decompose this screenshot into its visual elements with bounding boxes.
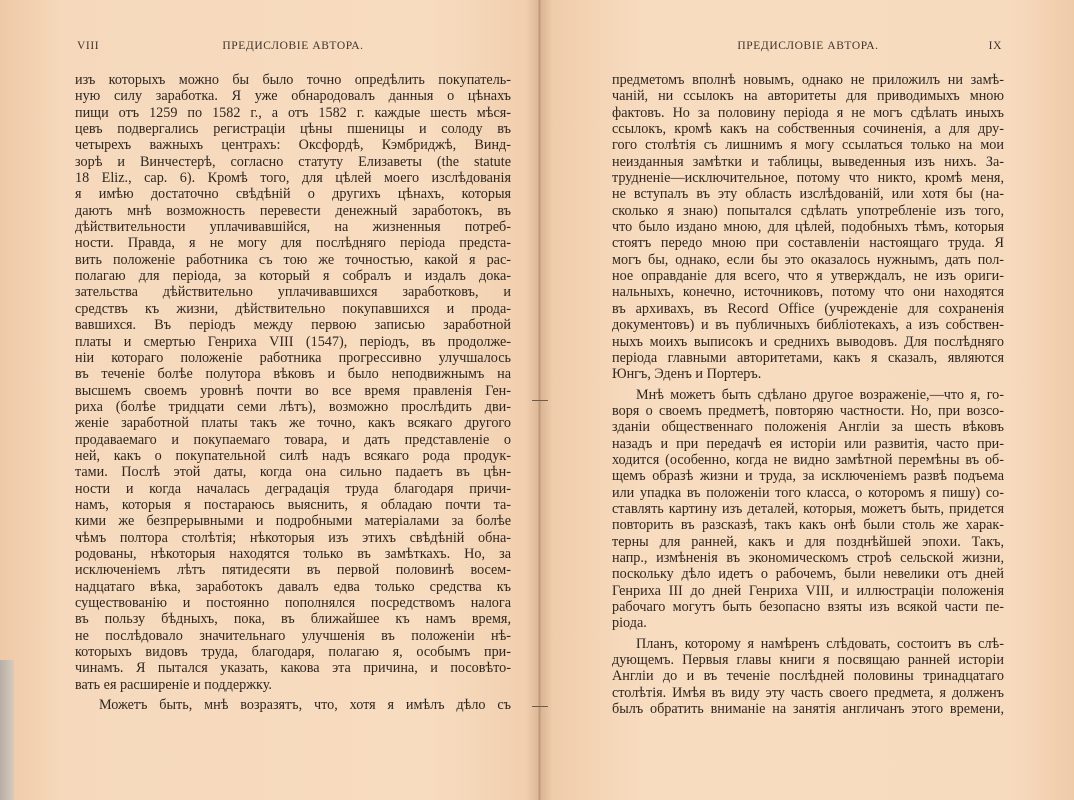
text-line: средствъ къ жизни, дѣйствительно покупавшихся и прода- [75,300,511,317]
binding-stitch [532,706,548,707]
text-line: цевъ подвергались регистраціи цѣны пшеницы и солоду въ [75,121,511,138]
running-header [75,40,511,62]
text-line: чаній, ни ссылокъ на авторитеты для приводимыхъ мною [612,88,1004,105]
text-line: сколько я знаю) попытался сдѣлать употребленіе изъ того, [612,202,1004,219]
text-line: Мнѣ можетъ быть сдѣлано другое возраженіе,—что я, го- [636,386,1004,403]
text-line: поскольку дѣло идетъ о рабочемъ, были невелики отъ дней [612,566,1004,583]
text-line: которыхъ видовъ труда, благодаря, полагаю я, особымъ при- [75,644,511,661]
text-line: ріода. [612,615,647,632]
text-line: пищи отъ 1259 по 1582 г., а отъ 1582 г. каждые шесть мѣся- [75,104,511,121]
text-line: въ теченіе болѣе полутора вѣковъ и было неподвижнымъ на [75,366,511,383]
text-line: въ архивахъ, въ Record Office (учрежденіе для сохраненія [612,300,1004,317]
text-line: дующемъ. Первыя главы книги я посвящаю ранней исторіи [612,652,1004,669]
text-line: ніи котораго положеніе работника прогрессивно улучшалось [75,349,511,366]
text-line: продаваемаго и покупаемаго товара, и дать представленіе о [75,431,511,448]
text-line: могъ бы, однако, если бы это оказалось нужнымъ, дать пол- [612,251,1004,268]
text-line: фактовъ. Но за половину періода я не могъ сдѣлать иныхъ [612,104,1004,121]
text-line: неизданныя замѣтки и таблицы, выведенныя изъ нихъ. За- [612,153,1004,170]
page-number: VIII [77,40,100,52]
text-line: надцатаго вѣка, заработокъ давалъ едва только средства къ [75,578,511,595]
text-line: столѣтія. Имѣя въ виду эту часть своего предмета, я долженъ [612,684,1004,701]
text-line: предметомъ вполнѣ новымъ, однако не приложилъ ни замѣ- [612,72,1004,88]
text-line: рабочаго могутъ быть безопасно взяты изъ всякой части пе- [612,599,1004,615]
page-number: IX [988,40,1002,52]
text-line: зданіи общественнаго положенія Англіи за шесть вѣковъ [612,419,1004,436]
text-line: ную силу заработка. Я уже обнародовалъ данныя о цѣнахъ [75,88,511,105]
text-line: документовъ) и въ публичныхъ библіотекахъ, а изъ собствен- [612,317,1004,334]
text-line: вать ея расширеніе и поддержку. [75,676,272,693]
text-line: Планъ, которому я намѣренъ слѣдовать, состоитъ въ слѣ- [636,635,1004,652]
text-line: я имѣю достаточно свѣдѣній о другихъ цѣнахъ, которыя [75,186,511,203]
text-line: или упадка въ положеніи того класса, о которомъ я пишу) со- [612,484,1004,501]
text-line: риха (болѣе тридцати семи лѣтъ), возможно прослѣдить дви- [75,398,511,415]
text-line: не вступалъ въ эту область изслѣдованій, или хотя бы (на- [612,186,1004,203]
running-head-title: ПРЕДИСЛОВІЕ АВТОРА. [737,40,879,52]
text-line: ныхъ моихъ выписокъ и среднихъ выводовъ. Для послѣдняго [612,333,1004,350]
text-line: былъ обратить вниманіе на занятія англичанъ этого времени, [612,701,1004,718]
text-line: гого столѣтія съ лишнимъ я могу ссылаться только на мои [612,137,1004,154]
page-body [612,72,1004,717]
text-line: намъ, которыя я постараюсь выяснить, я обладаю почти та- [75,496,511,513]
text-line: Юнгъ, Эденъ и Портеръ. [612,366,762,383]
text-line: существованію и постоянно пополнялся посредствомъ налога [75,595,511,611]
text-line: высшемъ своемъ уровнѣ почти во все время правленія Ген- [75,382,511,399]
book-edge [0,660,14,800]
text-line: вить положеніе работника съ тою же точностью, какой я рас- [75,251,511,268]
text-line: ности и когда началась деградація труда благодаря причи- [75,480,511,497]
text-line: не послѣдовало значительнаго улучшенія въ положеніи нѣ- [75,627,511,644]
text-line: изъ которыхъ можно бы было точно опредѣлить покупатель- [75,72,511,88]
text-line: даютъ мнѣ возможность перевести денежный заработокъ, въ [75,202,511,219]
text-line: 18 Eliz., cap. 6). Кромѣ того, для цѣлей моего изслѣдованія [75,170,511,187]
text-line: воря о своемъ предметѣ, повторяю частности. Но, при возсо- [612,402,1004,419]
text-line: ней, какъ о покупательной силѣ надъ всякаго рода продук- [75,447,511,464]
left-page [75,40,511,713]
text-line: полагаю для періода, за который я собралъ и издалъ дока- [75,268,511,285]
text-line: терны для ранней, какъ и для позднѣйшей эпохи. Такъ, [612,533,1004,550]
text-line: въ пользу бѣдныхъ, пока, въ ближайшее къ намъ время, [75,611,511,628]
text-line: Англіи до и въ теченіе послѣдней половины тринадцатаго [612,668,1004,685]
text-line: Можетъ быть, мнѣ возразятъ, что, хотя я имѣлъ дѣло съ [99,697,511,714]
text-line: чѣмъ полтора столѣтія; нѣкоторыя изъ этихъ свѣдѣній обна- [75,529,511,546]
text-line: щемъ образѣ жизни и труда, за исключеніемъ развѣ подъема [612,468,1004,485]
binding-stitch [532,400,548,401]
text-line: напр., измѣненія въ экономическомъ строѣ сельской жизни, [612,549,1004,566]
text-line: ходится (особенно, когда не видно замѣтной перемѣны въ об- [612,451,1004,468]
text-line: зательства дѣйствительно уплачивавшихся заработковъ, и [75,284,511,301]
text-line: нальныхъ, конечно, источниковъ, потому что они находятся [612,284,1004,301]
text-line: дѣйствительности уплачивавшійся, на жизненныя потреб- [75,219,511,236]
text-line: ности. Правда, я не могу для послѣдняго періода предста- [75,235,511,252]
page-body [75,72,511,713]
text-line: Генриха III до дней Генриха VIII, и иллюстраціи положенія [612,582,1004,599]
text-line: повторить въ разсказѣ, такъ какъ онѣ были столь же харак- [612,517,1004,534]
text-line: родованы, нѣкоторыя находятся только въ замѣткахъ. Но, за [75,545,511,562]
text-line: назадъ и при передачѣ ея исторіи или развитія, часто при- [612,435,1004,452]
text-line: зорѣ и Винчестерѣ, согласно статуту Елизаветы (the statute [75,153,511,170]
text-line: женіе заработной платы такъ же точно, какъ всякаго другого [75,415,511,432]
text-line: ставлять картину изъ деталей, которыя, можетъ быть, придется [612,500,1004,517]
text-line: вавшихся. Въ періодъ между первою записью заработной [75,317,511,334]
text-line: чинамъ. Я пытался указать, какова эта причина, и посовѣто- [75,660,511,677]
text-line: четырехъ важныхъ центрахъ: Оксфордѣ, Кэмбриджѣ, Винд- [75,137,511,154]
text-line: исключеніемъ лѣтъ пятидесяти въ первой половинѣ восем- [75,562,511,579]
text-line: платы и смертью Генриха VIII (1547), періодъ, въ продолже- [75,333,511,350]
text-line: стоятъ передо мною при составленіи настоящаго труда. Я [612,235,1004,252]
text-line: ссылокъ, кромѣ какъ на собственныя сочиненія, а для дру- [612,121,1004,138]
text-line: трудненіе—исключительное, потому что никто, кромѣ меня, [612,170,1004,187]
running-head-title: ПРЕДИСЛОВІЕ АВТОРА. [222,40,364,52]
running-header [612,40,1004,62]
text-line: ное оправданіе для всего, что я утверждалъ, не изъ ориги- [612,268,1004,285]
text-line: кими же безпрерывными и подробными матеріалами за болѣе [75,513,511,530]
text-line: что было издано мною, для цѣлей, подобныхъ тѣмъ, которыя [612,219,1004,236]
right-page [612,40,1004,717]
text-line: періода главными авторитетами, какъ я сказалъ, являются [612,349,1004,366]
text-line: тами. Послѣ этой даты, когда она сильно падаетъ въ цѣн- [75,464,511,481]
